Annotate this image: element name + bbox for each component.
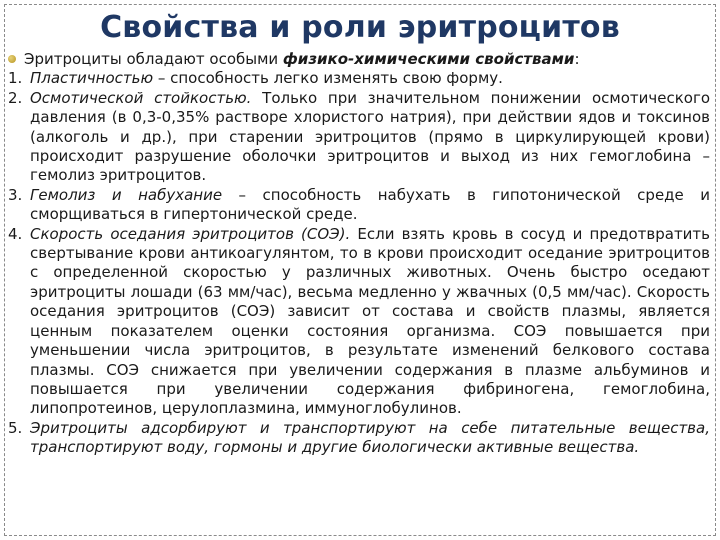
item-number: 3. [8,185,23,204]
item-text [30,186,710,225]
item-term: Осмотической стойкостью. [30,88,252,107]
item-term: Гемолиз и набухание [30,185,223,204]
item-body: Только при значительном понижении осмотического давления (в 0,3-0,35% растворе хлористого натрия), при действии ядов и токсинов (алкоголь и др.), при старении эритроцитов (прямо в циркулирующей крови) происходит разрушение оболочки эритроцитов и выход из них гемоглобина – гемолиз эритроцитов. [30,88,711,185]
list-item-1 [8,69,710,88]
item-body: – способность легко изменять свою форму. [153,69,503,88]
item-text [30,89,710,186]
list-item-3 [8,186,710,225]
intro-emphasis: физико-химическими свойствами [282,50,575,68]
list-item-5 [8,419,710,458]
item-term: Пластичностью [30,69,154,88]
item-text [30,225,710,419]
intro-text: Эритроциты обладают особыми [24,50,283,68]
item-term: Эритроциты адсорбируют и транспортируют на себе питательные вещества, транспортируют воду, гормоны и другие биологически активные вещества. [30,418,710,457]
list-item-4 [8,225,710,419]
item-number: 4. [8,224,23,243]
intro-colon: : [574,50,580,68]
slide-title: Свойства и роли эритроцитов [100,10,620,45]
item-text [30,419,710,458]
item-body: – способность набухать в гипотонической среде и сморщиваться в гипертонической среде. [30,185,710,224]
item-number: 5. [8,418,23,437]
slide-content [8,50,710,458]
bullet-icon [8,55,16,63]
item-number: 2. [8,88,23,107]
item-body: Если взять кровь в сосуд и предотвратить свертывание крови антикоагулянтом, то в крови происходит оседание эритроцитов с определенной скоростью у различных животных. Очень быстро оседают эритроциты лошади (63 мм/час), весьма медленно у жвачных (0,5 мм/час). Скорость оседания эритроцитов (СОЭ) зависит от состава и свойств плазмы, является ценным показателем оценки состояния организма. СОЭ повышается при уменьшении числа эритроцитов, в результате изменений белкового состава плазмы. СОЭ снижается при увеличении содержания в плазме альбуминов и повышается при увеличении содержания фибриногена, гемоглобина, липопротеинов, церулоплазмина, иммуноглобулинов. [30,224,711,418]
list-item-2 [8,89,710,186]
item-term: Скорость оседания эритроцитов (СОЭ). [30,224,351,243]
item-text [30,69,710,88]
intro-line [8,50,710,69]
item-number: 1. [8,69,23,88]
